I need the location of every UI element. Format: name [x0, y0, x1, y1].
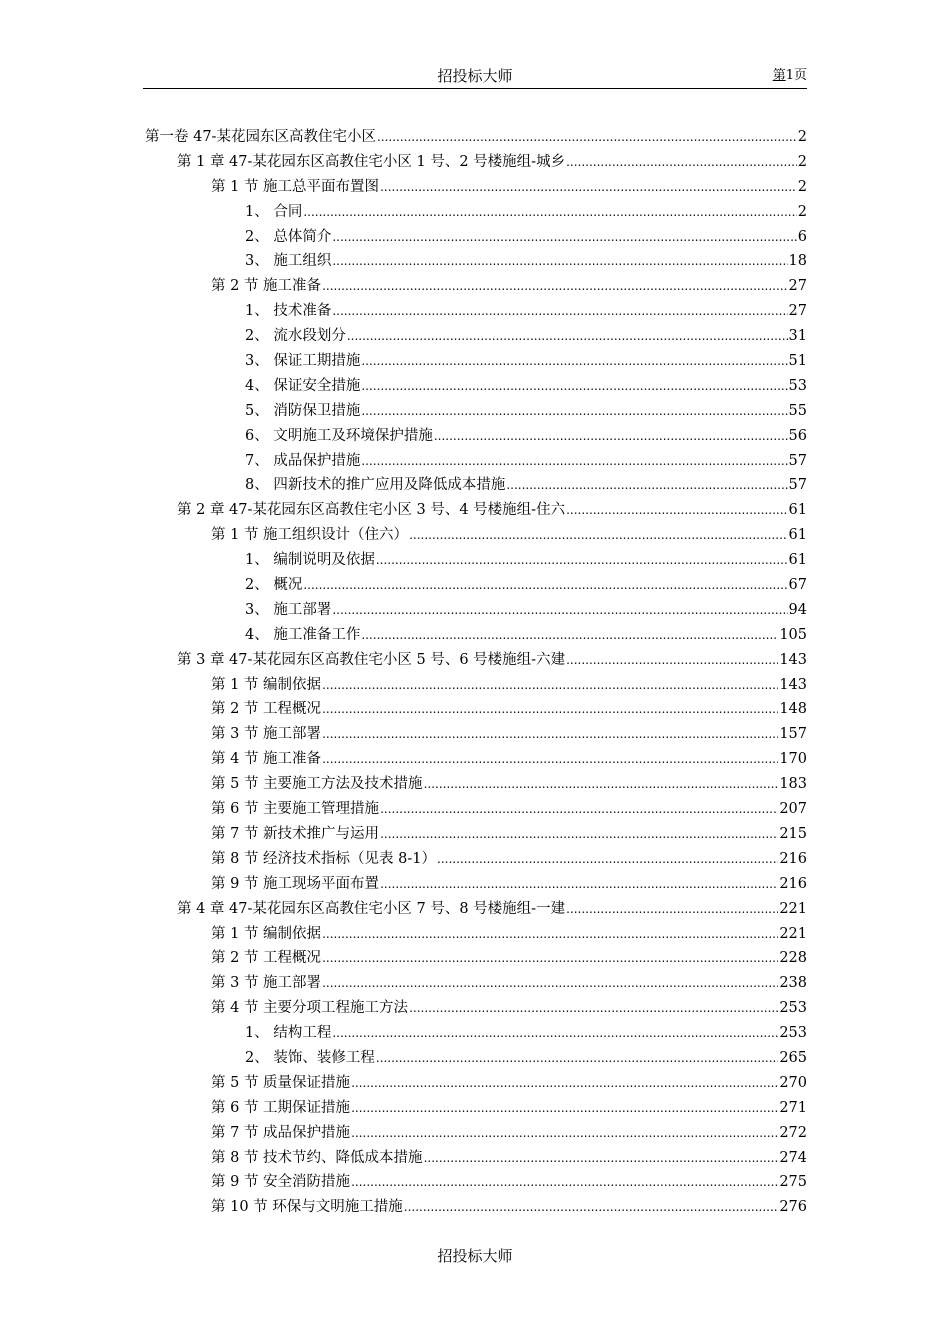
toc-entry-page: 216 [779, 875, 807, 892]
toc-dot-leader [424, 1146, 779, 1171]
toc-dot-leader [377, 125, 797, 150]
toc-entry-title: 第 6 节 工期保证措施 [211, 1099, 351, 1116]
toc-entry-page: 2 [797, 203, 807, 220]
toc-entry[interactable] [143, 249, 807, 274]
toc-dot-leader [566, 150, 797, 175]
toc-entry[interactable] [143, 822, 807, 847]
page-header [143, 66, 807, 89]
toc-dot-leader [361, 449, 787, 474]
toc-dot-leader [361, 399, 787, 424]
toc-dot-leader [322, 673, 778, 698]
toc-dot-leader [566, 648, 778, 673]
toc-dot-leader [351, 1121, 778, 1146]
toc-entry[interactable] [143, 424, 807, 449]
toc-entry-page: 61 [788, 502, 807, 519]
toc-entry-title: 4、 施工准备工作 [245, 626, 361, 643]
toc-entry[interactable] [143, 598, 807, 623]
toc-entry-title: 第 1 节 施工组织设计（住六） [211, 527, 409, 544]
toc-entry-title: 第 3 节 施工部署 [211, 726, 322, 743]
toc-entry-title: 2、 概况 [245, 577, 303, 594]
toc-dot-leader [424, 772, 779, 797]
toc-entry-page: 56 [788, 427, 807, 444]
toc-entry-page: 270 [779, 1074, 807, 1091]
toc-entry-title: 1、 技术准备 [245, 303, 332, 320]
toc-entry[interactable] [143, 922, 807, 947]
toc-entry-title: 第 8 节 技术节约、降低成本措施 [211, 1149, 423, 1166]
toc-dot-leader [303, 573, 787, 598]
toc-dot-leader [380, 822, 778, 847]
toc-entry-page: 2 [797, 178, 807, 195]
toc-entry-title: 第 9 节 安全消防措施 [211, 1174, 351, 1191]
toc-entry[interactable] [143, 374, 807, 399]
toc-entry[interactable] [143, 722, 807, 747]
toc-entry-page: 57 [788, 477, 807, 494]
toc-entry[interactable] [143, 747, 807, 772]
toc-entry-page: 228 [779, 950, 807, 967]
toc-entry[interactable] [143, 1195, 807, 1220]
toc-entry-title: 2、 装饰、装修工程 [245, 1049, 375, 1066]
toc-entry-title: 1、 合同 [245, 203, 303, 220]
toc-dot-leader [404, 1195, 779, 1220]
toc-entry-title: 4、 保证安全措施 [245, 377, 361, 394]
toc-entry-page: 272 [779, 1124, 807, 1141]
toc-entry-title: 第 1 节 编制依据 [211, 925, 322, 942]
toc-entry-title: 第 3 节 施工部署 [211, 975, 322, 992]
toc-entry[interactable] [143, 150, 807, 175]
toc-dot-leader [303, 200, 796, 225]
toc-entry-page: 2 [797, 129, 807, 145]
toc-entry-page: 6 [797, 228, 807, 245]
toc-entry-title: 2、 流水段划分 [245, 328, 346, 345]
toc-entry-page: 18 [788, 253, 807, 270]
toc-entry[interactable] [143, 1121, 807, 1146]
toc-entry[interactable] [143, 324, 807, 349]
toc-entry-page: 2 [797, 153, 807, 170]
toc-dot-leader [322, 971, 778, 996]
toc-entry-page: 55 [788, 402, 807, 419]
toc-entry-title: 第 5 节 主要施工方法及技术措施 [211, 776, 423, 793]
toc-entry-title: 第 1 节 施工总平面布置图 [211, 178, 380, 195]
toc-entry-page: 31 [788, 328, 807, 345]
table-of-contents [143, 125, 807, 1220]
toc-dot-leader [347, 324, 788, 349]
toc-entry-page: 143 [779, 651, 807, 668]
toc-entry[interactable] [143, 125, 807, 150]
toc-dot-leader [322, 747, 778, 772]
toc-entry[interactable] [143, 498, 807, 523]
toc-dot-leader [351, 1071, 778, 1096]
toc-entry-title: 第 2 节 工程概况 [211, 701, 322, 718]
toc-entry-page: 27 [788, 303, 807, 320]
toc-entry[interactable] [143, 946, 807, 971]
toc-dot-leader [437, 847, 778, 872]
toc-entry-page: 170 [779, 751, 807, 768]
toc-dot-leader [322, 946, 778, 971]
toc-entry-title: 第一卷 47-某花园东区高教住宅小区 [145, 129, 376, 145]
toc-entry-title: 第 2 章 47-某花园东区高教住宅小区 3 号、4 号楼施组-住六 [177, 502, 566, 519]
toc-entry-title: 第 2 节 工程概况 [211, 950, 322, 967]
toc-entry-page: 94 [788, 601, 807, 618]
toc-entry[interactable] [143, 1021, 807, 1046]
toc-entry-title: 第 6 节 主要施工管理措施 [211, 801, 380, 818]
toc-entry-title: 6、 文明施工及环境保护措施 [245, 427, 433, 444]
toc-entry-page: 274 [779, 1149, 807, 1166]
toc-entry-page: 51 [788, 353, 807, 370]
toc-entry-title: 第 4 章 47-某花园东区高教住宅小区 7 号、8 号楼施组-一建 [177, 900, 566, 917]
toc-dot-leader [332, 225, 796, 250]
toc-entry-title: 3、 施工组织 [245, 253, 332, 270]
toc-entry-page: 61 [788, 527, 807, 544]
toc-entry[interactable] [143, 623, 807, 648]
toc-dot-leader [380, 872, 778, 897]
toc-entry-page: 53 [788, 377, 807, 394]
toc-entry[interactable] [143, 1071, 807, 1096]
toc-dot-leader [361, 623, 778, 648]
toc-entry-title: 第 9 节 施工现场平面布置 [211, 875, 380, 892]
toc-dot-leader [566, 897, 778, 922]
toc-dot-leader [434, 424, 788, 449]
toc-entry-title: 第 5 节 质量保证措施 [211, 1074, 351, 1091]
toc-entry[interactable] [143, 697, 807, 722]
toc-entry[interactable] [143, 175, 807, 200]
toc-entry[interactable] [143, 673, 807, 698]
toc-entry[interactable] [143, 573, 807, 598]
toc-entry[interactable] [143, 548, 807, 573]
toc-dot-leader [322, 274, 787, 299]
toc-entry-page: 275 [779, 1174, 807, 1191]
toc-entry-title: 第 7 节 新技术推广与运用 [211, 825, 380, 842]
toc-entry[interactable] [143, 971, 807, 996]
toc-entry[interactable] [143, 473, 807, 498]
toc-entry-title: 1、 编制说明及依据 [245, 552, 375, 569]
toc-entry[interactable] [143, 772, 807, 797]
toc-entry-title: 第 1 节 编制依据 [211, 676, 322, 693]
toc-entry-page: 57 [788, 452, 807, 469]
toc-entry[interactable] [143, 1170, 807, 1195]
toc-entry[interactable] [143, 523, 807, 548]
toc-dot-leader [332, 598, 787, 623]
toc-entry[interactable] [143, 648, 807, 673]
toc-entry-title: 第 1 章 47-某花园东区高教住宅小区 1 号、2 号楼施组-城乡 [177, 153, 566, 170]
toc-entry[interactable] [143, 996, 807, 1021]
toc-entry-page: 215 [779, 825, 807, 842]
toc-dot-leader [409, 523, 787, 548]
toc-entry-page: 271 [779, 1099, 807, 1116]
toc-entry-page: 105 [779, 626, 807, 643]
toc-entry[interactable] [143, 349, 807, 374]
toc-entry-page: 276 [779, 1199, 807, 1216]
header-page-number [773, 66, 807, 86]
toc-entry-title: 第 3 章 47-某花园东区高教住宅小区 5 号、6 号楼施组-六建 [177, 651, 566, 668]
toc-entry-title: 第 4 节 主要分项工程施工方法 [211, 1000, 409, 1017]
toc-entry-title: 3、 保证工期措施 [245, 353, 361, 370]
toc-entry[interactable] [143, 797, 807, 822]
toc-dot-leader [506, 473, 787, 498]
toc-dot-leader [409, 996, 778, 1021]
toc-dot-leader [351, 1096, 778, 1121]
toc-entry-title: 2、 总体简介 [245, 228, 332, 245]
toc-entry-title: 3、 施工部署 [245, 601, 332, 618]
toc-entry-page: 238 [779, 975, 807, 992]
toc-entry-page: 148 [779, 701, 807, 718]
toc-entry[interactable] [143, 274, 807, 299]
toc-entry-page: 265 [779, 1049, 807, 1066]
page-footer: 招投标大师 [437, 1247, 513, 1265]
toc-entry-page: 27 [788, 278, 807, 295]
toc-dot-leader [351, 1170, 778, 1195]
toc-entry-title: 第 10 节 环保与文明施工措施 [211, 1199, 403, 1216]
toc-dot-leader [322, 722, 778, 747]
toc-dot-leader [376, 548, 788, 573]
toc-entry-page: 253 [779, 1025, 807, 1042]
toc-entry[interactable] [143, 1046, 807, 1071]
toc-entry-title: 第 2 节 施工准备 [211, 278, 322, 295]
header-page-value: 1页 [785, 68, 807, 83]
toc-entry[interactable] [143, 399, 807, 424]
toc-entry-title: 1、 结构工程 [245, 1025, 332, 1042]
toc-entry[interactable] [143, 1146, 807, 1171]
toc-entry-page: 61 [788, 552, 807, 569]
header-title: 招投标大师 [437, 67, 513, 85]
toc-entry-page: 221 [779, 925, 807, 942]
toc-dot-leader [380, 175, 797, 200]
toc-dot-leader [376, 1046, 778, 1071]
toc-entry-page: 67 [788, 577, 807, 594]
toc-entry-page: 207 [779, 801, 807, 818]
toc-entry-page: 216 [779, 850, 807, 867]
toc-dot-leader [361, 374, 787, 399]
toc-entry[interactable] [143, 299, 807, 324]
toc-entry[interactable] [143, 1096, 807, 1121]
toc-dot-leader [322, 922, 778, 947]
toc-entry-page: 143 [779, 676, 807, 693]
toc-dot-leader [322, 697, 778, 722]
toc-dot-leader [566, 498, 787, 523]
toc-entry[interactable] [143, 872, 807, 897]
toc-dot-leader [332, 1021, 778, 1046]
toc-entry-title: 第 8 节 经济技术指标（见表 8-1） [211, 850, 437, 867]
toc-entry[interactable] [143, 449, 807, 474]
toc-entry-title: 第 4 节 施工准备 [211, 751, 322, 768]
toc-entry-title: 5、 消防保卫措施 [245, 402, 361, 419]
header-page-prefix: 第 [772, 68, 786, 83]
toc-dot-leader [332, 299, 787, 324]
toc-dot-leader [332, 249, 787, 274]
toc-entry[interactable] [143, 897, 807, 922]
toc-dot-leader [380, 797, 778, 822]
toc-dot-leader [361, 349, 787, 374]
toc-entry-title: 7、 成品保护措施 [245, 452, 361, 469]
toc-entry[interactable] [143, 225, 807, 250]
toc-entry-title: 第 7 节 成品保护措施 [211, 1124, 351, 1141]
toc-entry[interactable] [143, 200, 807, 225]
toc-entry-page: 253 [779, 1000, 807, 1017]
toc-entry-page: 183 [779, 776, 807, 793]
toc-entry-page: 157 [779, 726, 807, 743]
toc-entry[interactable] [143, 847, 807, 872]
toc-entry-page: 221 [779, 900, 807, 917]
toc-entry-title: 8、 四新技术的推广应用及降低成本措施 [245, 477, 506, 494]
